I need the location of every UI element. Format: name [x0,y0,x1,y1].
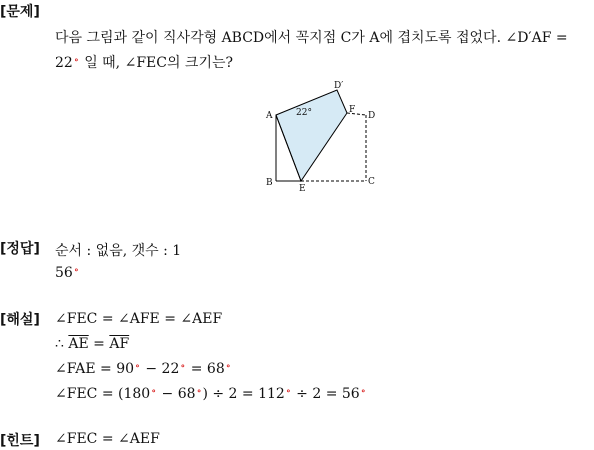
solution-line-4 [55,386,367,402]
problem-text-1: 다음 그림과 같이 직사각형 ABCD에서 꼭지점 C가 A에 겹치도록 접었다. ∠D′AF = [55,30,568,46]
answer-line-1 [55,240,181,260]
degree-mark: ∘ [360,386,366,397]
degree-mark: ∘ [196,386,202,397]
degree-mark: ∘ [135,361,140,372]
equals-sign: = [88,336,110,352]
degree-mark: ∘ [151,386,157,397]
answer-order-count: 순서 : 없음, 갯수 : 1 [55,243,182,259]
degree-mark: ∘ [73,265,79,276]
therefore-symbol: ∴ [55,336,69,352]
answer-line-2 [55,265,80,281]
segment-AE: $\overline{AE}$ [68,336,89,352]
label-A: A [266,111,273,121]
solution-4a: ∠FEC = (180 [55,386,151,402]
solution-3b: − 22 [140,361,180,377]
label-C: C [368,177,375,187]
hint-text: ∠FEC = ∠AEF [55,431,160,447]
solution-line-3 [55,361,232,377]
degree-mark: ∘ [73,55,79,66]
label-F: F [349,105,356,115]
label-B: B [266,178,273,188]
problem-line-1 [55,27,568,47]
answer-value: 56 [55,265,73,281]
degree-mark: ∘ [285,386,291,397]
solution-3a: ∠FAE = 90 [55,361,135,377]
solution-text-1: ∠FEC = ∠AFE = ∠AEF [55,311,223,327]
degree-mark: ∘ [225,361,231,372]
label-E: E [299,184,306,194]
angle-label: 22° [296,108,312,118]
problem-line-2 [55,52,233,72]
segment-AF: $\overline{AF}$ [109,336,130,352]
answer-label: [정답] [0,241,40,257]
label-D: D [368,111,376,121]
folded-region [276,90,347,181]
solution-label: [해설] [0,312,40,328]
hint-line-1 [55,431,160,447]
folded-rectangle-figure [258,78,388,196]
label-D-prime: D′ [334,81,344,91]
problem-text-2: 일 때, ∠FEC의 크기는? [84,55,234,71]
degree-mark: ∘ [180,361,186,372]
problem-label: [문제] [0,4,40,20]
solution-4d: ÷ 2 = 56 [291,386,360,402]
solution-3c: = 68 [186,361,225,377]
problem-angle-value: 22 [55,55,73,71]
solution-4b: − 68 [157,386,196,402]
solution-line-1 [55,311,222,327]
solution-4c: ) ÷ 2 = 112 [202,386,285,402]
hint-label: [힌트] [0,433,40,449]
solution-line-2 [55,336,129,352]
